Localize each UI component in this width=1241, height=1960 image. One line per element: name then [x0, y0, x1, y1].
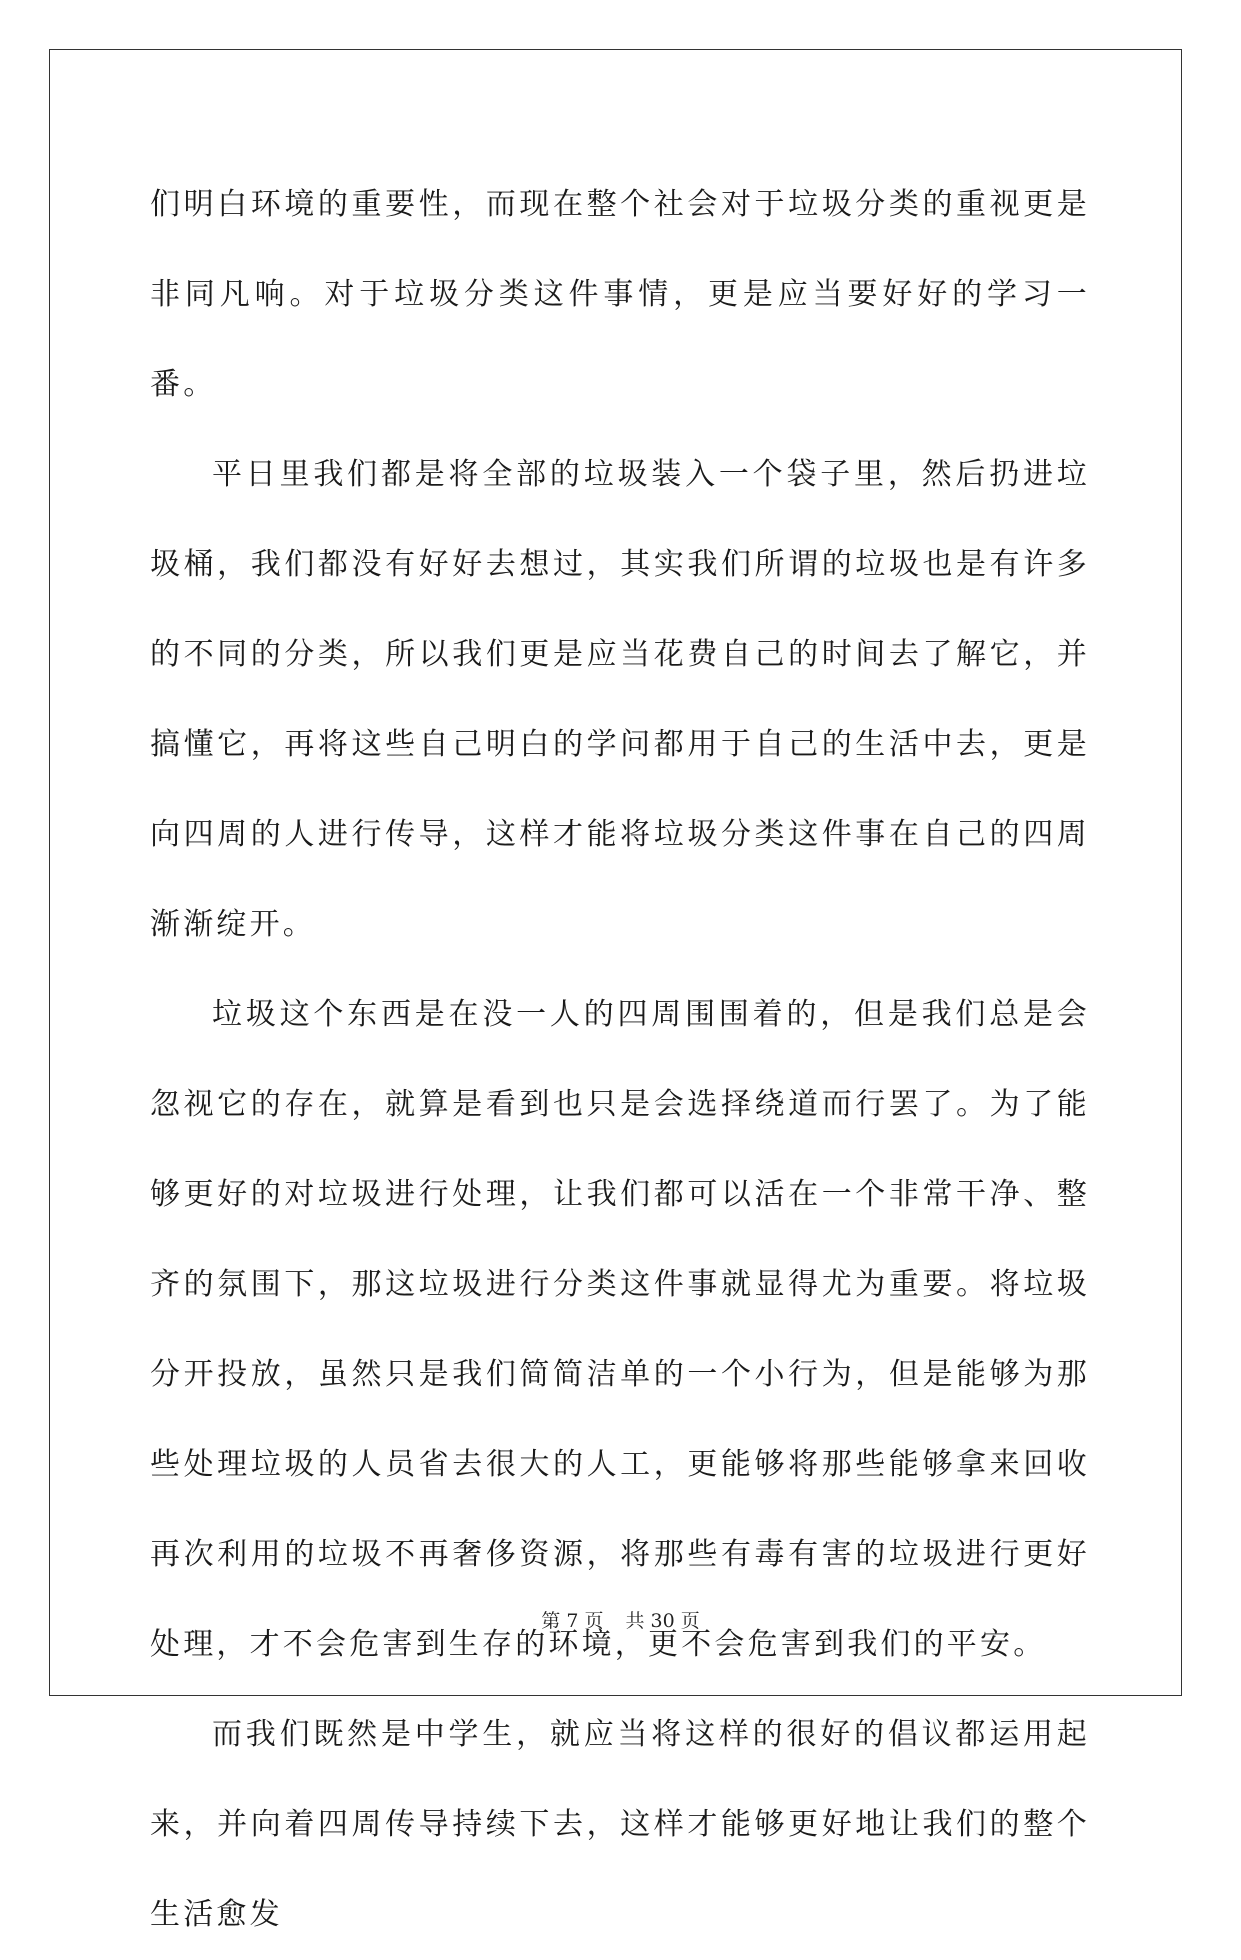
page-number: 第 7 页 [541, 1610, 604, 1632]
paragraph-1: 们明白环境的重要性，而现在整个社会对于垃圾分类的重视更是非同凡响。对于垃圾分类这件事情，更是应当要好好的学习一番。 [150, 187, 1090, 402]
paragraph-3: 垃圾这个东西是在没一人的四周围围着的，但是我们总是会忽视它的存在，就算是看到也只是会选择绕道而行罢了。为了能够更好的对垃圾进行处理，让我们都可以活在一个非常干净、整齐的氛围下，那这垃圾进行分类这件事就显得尤为重要。将垃圾分开投放，虽然只是我们简简洁单的一个小行为，但是能够为那些处理垃圾的人员省去很大的人工，更能够将那些能够拿来回收再次利用的垃圾不再奢侈资源，将那些有毒有害的垃圾进行更好处理，才不会危害到生存的环境，更不会危害到我们的平安。 [150, 997, 1090, 1662]
paragraph-2: 平日里我们都是将全部的垃圾装入一个袋子里，然后扔进垃圾桶，我们都没有好好去想过，其实我们所谓的垃圾也是有许多的不同的分类，所以我们更是应当花费自己的时间去了解它，并搞懂它，再将这些自己明白的学问都用于自己的生活中去，更是向四周的人进行传导，这样才能将垃圾分类这件事在自己的四周渐渐绽开。 [150, 457, 1090, 942]
paragraph-4: 而我们既然是中学生，就应当将这样的很好的倡议都运用起来，并向着四周传导持续下去，这样才能够更好地让我们的整个生活愈发 [150, 1717, 1090, 1932]
document-body [150, 160, 1090, 1960]
page-footer [0, 1606, 1241, 1633]
page-total: 共 30 页 [625, 1610, 700, 1632]
